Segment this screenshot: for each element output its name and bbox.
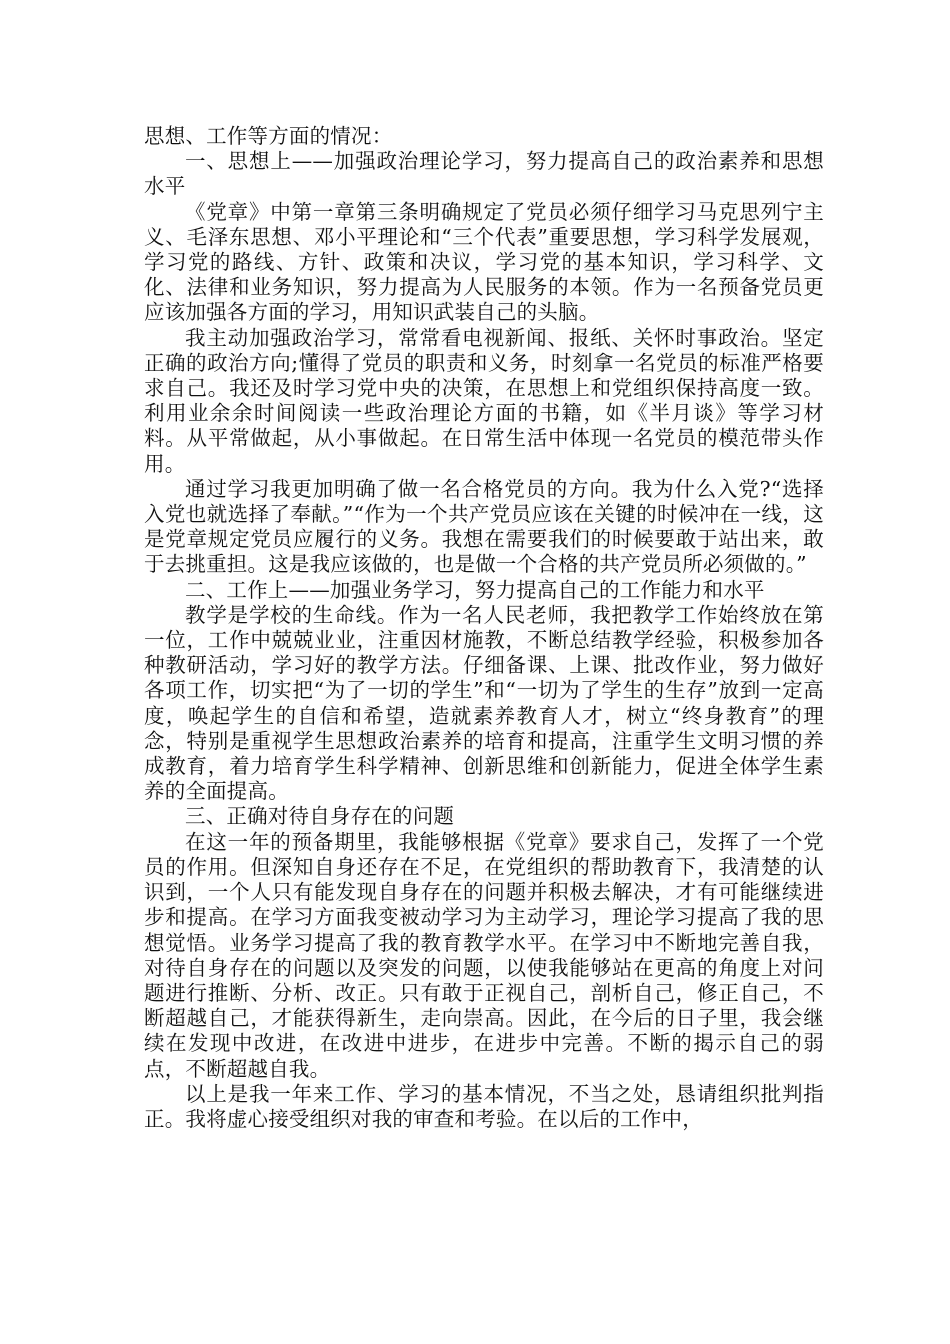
paragraph-party-constitution: 《党章》中第一章第三条明确规定了党员必须仔细学习马克思列宁主义、毛泽东思想、邓小平理论和“三个代表”重要思想，学习科学发展观，学习党的路线、方针、政策和决议，学习党的基本知识，学习科学、文化、法律和业务知识，努力提高为人民服务的本领。作为一名预备党员更应该加强各方面的学习，用知识武装自己的头脑。 [144, 199, 824, 325]
section-heading-ideology: 一、思想上——加强政治理论学习，努力提高自己的政治素养和思想水平 [144, 149, 824, 199]
paragraph-probation-period: 在这一年的预备期里，我能够根据《党章》要求自己，发挥了一个党员的作用。但深知自身还存在不足，在党组织的帮助教育下，我清楚的认识到，一个人只有能发现自身存在的问题并积极去解决，才有可能继续进步和提高。在学习方面我变被动学习为主动学习，理论学习提高了我的思想觉悟。业务学习提高了我的教育教学水平。在学习中不断地完善自我，对待自身存在的问题以及突发的问题，以使我能够站在更高的角度上对问题进行推断、分析、改正。只有敢于正视自己，剖析自己，修正自己，不断超越自己，才能获得新生，走向崇高。因此，在今后的日子里，我会继续在发现中改进，在改进中进步，在进步中完善。不断的揭示自己的弱点，不断超越自我。 [144, 829, 824, 1081]
paragraph-summary: 以上是我一年来工作、学习的基本情况，不当之处，恳请组织批判指正。我将虚心接受组织对我的审查和考验。在以后的工作中， [144, 1081, 824, 1131]
paragraph-intro-line: 思想、工作等方面的情况： [144, 124, 393, 148]
paragraph-qualified-member: 通过学习我更加明确了做一名合格党员的方向。我为什么入党?“选择入党也就选择了奉献。”“作为一个共产党员应该在关键的时候冲在一线，这是党章规定党员应履行的义务。我想在需要我们的时候要敢于站出来，敢于去挑重担。这是我应该做的，也是做一个合格的共产党员所必须做的。” [144, 476, 824, 577]
section-heading-problems: 三、正确对待自身存在的问题 [185, 804, 455, 829]
paragraph-teaching: 教学是学校的生命线。作为一名人民老师，我把教学工作始终放在第一位，工作中兢兢业业，注重因材施教，不断总结教学经验，积极参加各种教研活动，学习好的教学方法。仔细备课、上课、批改作业，努力做好各项工作，切实把“为了一切的学生”和“一切为了学生的生存”放到一定高度，唤起学生的自信和希望，造就素养教育人才，树立“终身教育”的理念，特别是重视学生思想政治素养的培育和提高，注重学生文明习惯的养成教育，着力培育学生科学精神、创新思维和创新能力，促进全体学生素养的全面提高。 [144, 602, 824, 804]
document-body [144, 124, 824, 1132]
paragraph-political-study: 我主动加强政治学习，常常看电视新闻、报纸、关怀时事政治。坚定正确的政治方向;懂得了党员的职责和义务，时刻拿一名党员的标准严格要求自己。我还及时学习党中央的决策，在思想上和党组织保持高度一致。利用业余余时间阅读一些政治理论方面的书籍，如《半月谈》等学习材料。从平常做起，从小事做起。在日常生活中体现一名党员的模范带头作用。 [144, 325, 824, 476]
section-heading-work: 二、工作上——加强业务学习，努力提高自己的工作能力和水平 [185, 577, 765, 602]
